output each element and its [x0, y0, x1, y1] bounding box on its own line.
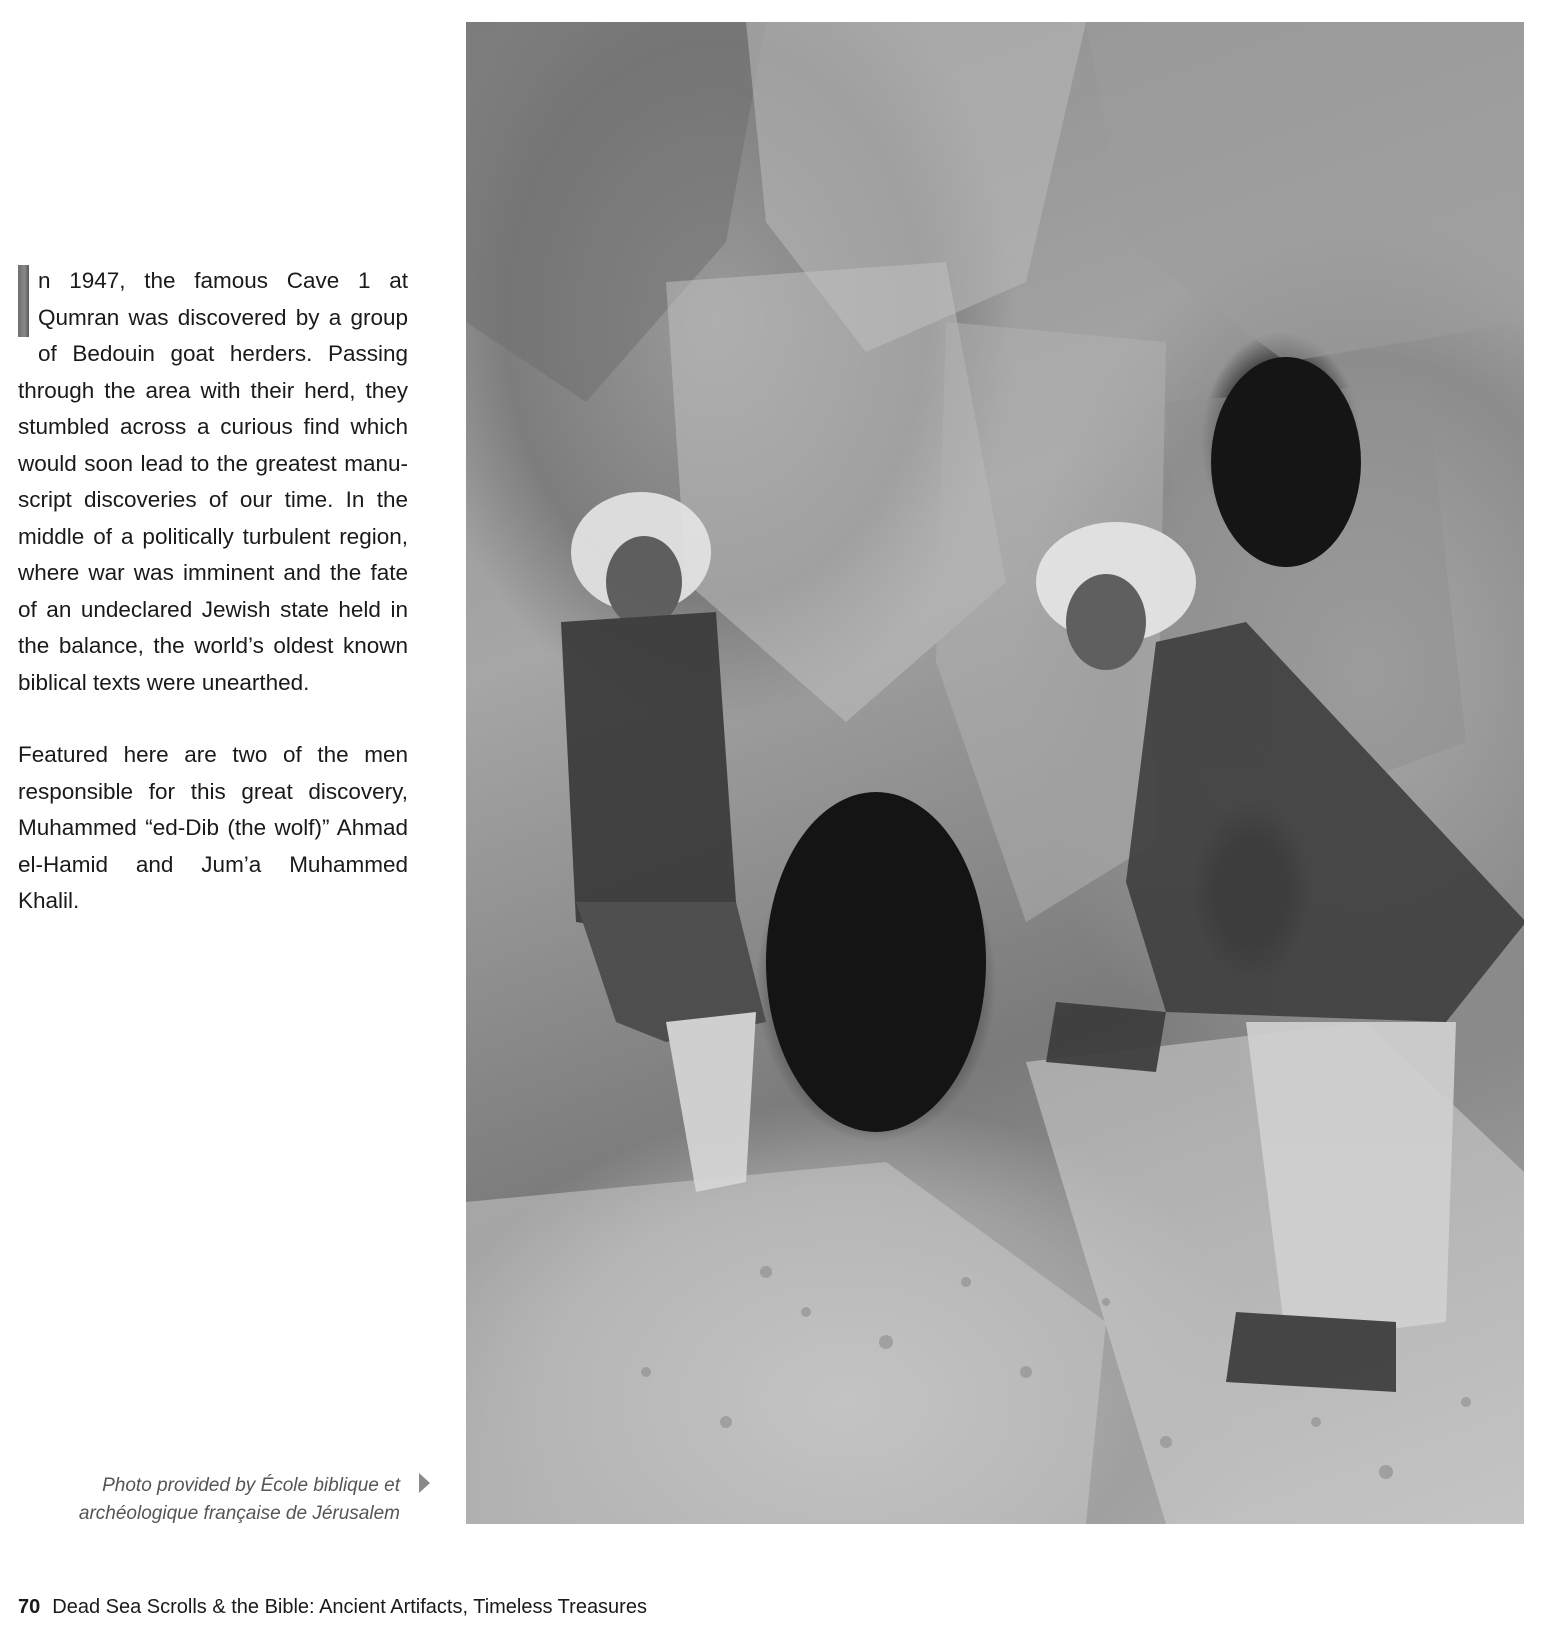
paragraph-intro-text: n 1947, the famous Cave 1 at Qumran was discovered by a group of Bedouin goat herders. Passing through the area with their herd, they stumbled across a curious find which would soon lead to the greatest manuscript discoveries of our time. In the middle of a politically turbulent region, where war was imminent and the fate of an undeclared Jewish state held in the balance, the world’s oldest known biblical texts were unearthed. — [18, 268, 408, 695]
caption-pointer-icon — [419, 1473, 430, 1493]
paragraph-featured — [18, 737, 408, 920]
page-footer — [18, 1594, 647, 1620]
article-body — [18, 263, 408, 956]
running-title: Dead Sea Scrolls & the Bible: Ancient Artifacts, Timeless Treasures — [52, 1596, 647, 1618]
paragraph-intro — [18, 263, 408, 701]
cave-photo — [466, 22, 1524, 1524]
drop-cap — [18, 265, 29, 337]
caption-line-1: Photo provided by École biblique et — [102, 1475, 400, 1496]
drop-cap-letter — [18, 265, 19, 266]
photo-caption — [20, 1472, 400, 1528]
photo-icon — [466, 22, 1524, 1524]
page-number: 70 — [18, 1596, 41, 1618]
caption-line-2: archéologique française de Jérusalem — [78, 1503, 400, 1524]
paragraph-featured-text: Featured here are two of the men responsible for this great discovery, Muhammed “ed-Dib (the wolf)” Ahmad el-Hamid and Jum’a Muhammed Khalil. — [18, 742, 408, 913]
